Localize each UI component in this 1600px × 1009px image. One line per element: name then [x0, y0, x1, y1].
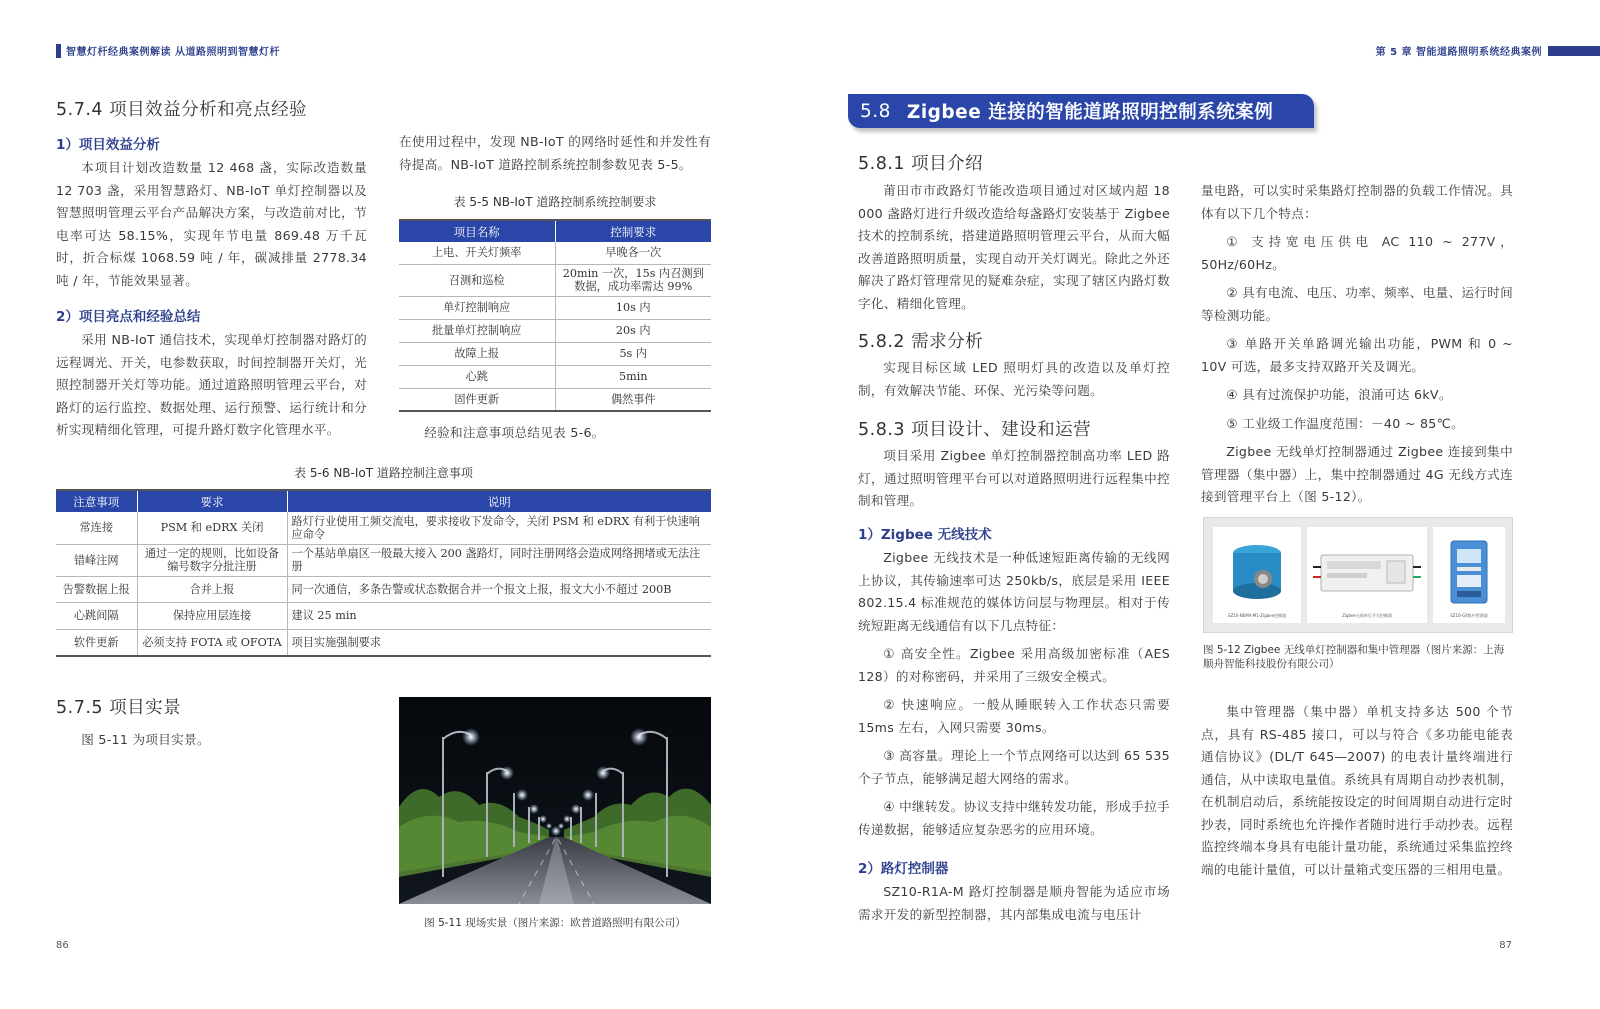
road-lighting-photo — [399, 697, 711, 904]
section-5-8-3-title: 5.8.3 项目设计、建设和运营 — [858, 420, 1092, 440]
table-cell: 通过一定的规则，比如设备编号数字分批注册 — [137, 544, 287, 576]
design-text: 项目采用 Zigbee 单灯控制器控制高功率 LED 路灯，通过照明管理平台可以对道路照明进行远程集中控制和管理。 — [858, 448, 1170, 508]
table-5-5-caption: 表 5-5 NB-IoT 道路控制系统控制要求 — [453, 195, 657, 209]
table-5-6-caption: 表 5-6 NB-IoT 道路控制注意事项 — [294, 466, 473, 480]
requirement-text: 实现目标区域 LED 照明灯具的改造以及单灯控制，有效解决节能、环保、光污染等问题。 — [858, 360, 1170, 398]
table-5-5 — [399, 219, 711, 412]
table-cell: 5s 内 — [555, 342, 711, 365]
table-row — [56, 629, 711, 656]
table-5-6-header: 要求 — [137, 490, 287, 512]
running-head-left — [56, 43, 280, 58]
table-row — [399, 264, 711, 296]
table-row — [399, 342, 711, 365]
table-cell: 建议 25 min — [287, 602, 711, 629]
table-cell: 早晚各一次 — [555, 242, 711, 264]
page-number-left: 86 — [56, 940, 69, 951]
controller-feature-item: ② 具有电流、电压、功率、频率、电量、运行时间等检测功能。 — [1201, 285, 1513, 323]
benefit-paragraph — [56, 157, 367, 292]
controller-paragraph — [858, 881, 1170, 926]
zigbee-connection-text: Zigbee 无线单灯控制器通过 Zigbee 连接到集中管理器（集中器）上，集中控制器通过 4G 无线方式连接到管理平台上（图 5-12）。 — [1201, 444, 1513, 504]
table-row — [399, 242, 711, 264]
table-row — [399, 319, 711, 342]
banner-title: Zigbee 连接的智能道路照明控制系统案例 — [906, 102, 1274, 123]
project-intro-text: 莆田市市政路灯节能改造项目通过对区域内超 18 000 盏路灯进行升级改造给每盏路灯安装基于 Zigbee 技术的控制系统，搭建道路照明管理云平台，从而大幅改善道路照明质量，实现自动开关灯调光。除此之外还解决了路灯管理常见的疑难杂症，实现了辖区内路灯数字化、精细化管理。 — [858, 183, 1170, 311]
project-intro-paragraph — [858, 180, 1170, 315]
table-row — [56, 576, 711, 602]
single-lamp-controller-icon — [1307, 527, 1427, 623]
table-cell: 心跳间隔 — [56, 602, 137, 629]
table-cell: 合并上报 — [137, 576, 287, 602]
table-cell: 软件更新 — [56, 629, 137, 656]
table-row — [56, 512, 711, 544]
figure-5-12-caption: 图 5-12 Zigbee 无线单灯控制器和集中管理器（图片来源：上海顺舟智能科技股份有限公司） — [1203, 644, 1505, 670]
page-number-right: 87 — [1499, 940, 1512, 951]
table-row — [399, 365, 711, 388]
table-cell: 项目实施强制要求 — [287, 629, 711, 656]
nbiot-intro-paragraph — [399, 131, 711, 176]
controller-feature-item: ④ 具有过流保护功能，浪涌可达 6kV。 — [1226, 387, 1452, 402]
section-5-7-4-title: 5.7.4 项目效益分析和亮点经验 — [56, 100, 308, 120]
section-5-8-2-title: 5.8.2 需求分析 — [858, 332, 984, 352]
running-head-text: 第 5 章 智能道路照明系统经典案例 — [1375, 47, 1542, 58]
device-single-lamp-controller — [1307, 527, 1427, 623]
highlights-paragraph — [56, 329, 367, 442]
table-row — [56, 602, 711, 629]
banner-number: 5.8 — [860, 100, 891, 122]
table-cell: 批量单灯控制响应 — [399, 319, 555, 342]
table-cell: 10s 内 — [555, 296, 711, 319]
road-night-image — [399, 697, 711, 904]
table-5-6 — [56, 489, 711, 657]
controller-feature-item: ⑤ 工业级工作温度范围：－40 ~ 85℃。 — [1226, 415, 1464, 431]
running-head-bar — [1548, 46, 1600, 56]
controller-text: SZ10-R1A-M 路灯控制器是顺舟智能为适应市场需求开发的新型控制器，其内部集成电流与电压计 — [858, 884, 1170, 922]
table-cell: 上电、开关灯频率 — [399, 242, 555, 264]
subsection-controller-title: 2）路灯控制器 — [858, 861, 949, 877]
zigbee-feature-item: ④ 中继转发。协议支持中继转发功能，形成手拉手传递数据，能够适应复杂恶劣的应用环境。 — [858, 799, 1170, 837]
table-cell: 5min — [555, 365, 711, 388]
scene-paragraph — [56, 729, 367, 752]
summary-note-text: 经验和注意事项总结见表 5-6。 — [424, 425, 605, 440]
table-cell: 告警数据上报 — [56, 576, 137, 602]
table-cell: 一个基站单扇区一般最大接入 200 盏路灯，同时注册网络会造成网络拥堵或无法注册 — [287, 544, 711, 576]
table-5-6-header: 注意事项 — [56, 490, 137, 512]
section-5-8-banner — [848, 94, 1314, 128]
device-label: SZ10-G4集中管理器 — [1450, 613, 1488, 618]
zigbee-feature-item: ② 快速响应。一般从睡眠转入工作状态只需要 15ms 左右，入网只需要 30ms。 — [858, 697, 1170, 735]
table-cell: 错峰注网 — [56, 544, 137, 576]
table-cell: 偶然事件 — [555, 388, 711, 411]
design-paragraph — [858, 445, 1170, 513]
table-cell: PSM 和 eDRX 关闭 — [137, 512, 287, 544]
subsection-highlights-title: 2）项目亮点和经验总结 — [56, 309, 201, 325]
table-cell: 同一次通信，多条告警或状态数据合并一个报文上报，报文大小不超过 200B — [287, 576, 711, 602]
table-cell: 召测和巡检 — [399, 264, 555, 296]
table-cell: 单灯控制响应 — [399, 296, 555, 319]
running-head-text: 智慧灯杆经典案例解读 从道路照明到智慧灯杆 — [66, 47, 280, 58]
controller-features-intro: 量电路，可以实时采集路灯控制器的负载工作情况。具体有以下几个特点： — [1201, 183, 1513, 221]
summary-note-paragraph — [399, 422, 711, 445]
highlights-text: 采用 NB-IoT 通信技术，实现单灯控制器对路灯的远程调光、开关，电参数获取，时间控制器开关灯，光照控制器开关灯等功能。通过道路照明管理云平台，对路灯的运行监控、数据处理、运行预警、运行统计和分析实现精细化管理，可提升路灯数字化管理水平。 — [56, 332, 367, 437]
nbiot-intro-text: 在使用过程中，发现 NB-IoT 的网络时延性和并发性有待提高。NB-IoT 道路控制系统控制参数见表 5-5。 — [399, 134, 711, 172]
device-label: SZ10-NEMA-M1-Zigbee控制器 — [1227, 613, 1287, 618]
table-5-5-header: 控制要求 — [555, 220, 711, 242]
concentrator-text: 集中管理器（集中器）单机支持多达 500 个节点，具有 RS-485 接口，可以与符合《多功能电能表通信协议》(DL/T 645—2007) 的电表计量终端进行通信，从中读取电量值。系统具有周期自动抄表机制，在机制启动后，系统能按设定的时间周期自动进行定时抄表，同时系统也允许操作者随时进行手动抄表。远程监控终端本身具有电能计量功能，系统通过采集监控终端的电能计量值，可以计量箱式变压器的三相用电量。 — [1201, 704, 1513, 877]
table-cell: 路灯行业使用工频交流电，要求接收下发命令，关闭 PSM 和 eDRX 有利于快速响应命令 — [287, 512, 711, 544]
figure-5-12-devices — [1203, 517, 1513, 633]
table-row — [399, 388, 711, 411]
section-5-7-5-title: 5.7.5 项目实景 — [56, 698, 182, 718]
table-cell: 必须支持 FOTA 或 OFOTA — [137, 629, 287, 656]
concentrator-icon — [1433, 527, 1505, 623]
device-concentrator — [1433, 527, 1505, 623]
controller-feature-item: ① 支持宽电压供电 AC 110 ~ 277V，50Hz/60Hz。 — [1201, 234, 1513, 272]
nema-controller-icon — [1213, 527, 1301, 623]
zigbee-paragraph — [858, 547, 1170, 841]
figure-5-11-caption: 图 5-11 现场实景（图片来源：欧普道路照明有限公司） — [424, 917, 686, 929]
running-head-bar — [56, 44, 61, 58]
zigbee-text: Zigbee 无线技术是一种低速短距离传输的无线网上协议，其传输速率可达 250kb/s，底层是采用 IEEE 802.15.4 标准规范的媒体访问层与物理层。相对于传统短距离无线通信有以下几点特征： — [858, 550, 1170, 633]
device-label: Zigbee无线单灯开关控制器 — [1342, 613, 1392, 618]
running-head-right — [1376, 43, 1600, 58]
table-cell: 20s 内 — [555, 319, 711, 342]
table-5-5-header: 项目名称 — [399, 220, 555, 242]
table-cell: 故障上报 — [399, 342, 555, 365]
table-cell: 心跳 — [399, 365, 555, 388]
table-5-6-header: 说明 — [287, 490, 711, 512]
controller-features-paragraph — [1201, 180, 1513, 509]
table-row — [56, 544, 711, 576]
table-cell: 20min 一次，15s 内召测到数据，成功率需达 99% — [555, 264, 711, 296]
controller-feature-item: ③ 单路开关单路调光输出功能，PWM 和 0 ~ 10V 可选，最多支持双路开关及调光。 — [1201, 336, 1513, 374]
subsection-zigbee-title: 1）Zigbee 无线技术 — [858, 527, 992, 543]
table-row — [399, 296, 711, 319]
concentrator-paragraph — [1201, 701, 1513, 881]
table-cell: 常连接 — [56, 512, 137, 544]
requirement-paragraph — [858, 357, 1170, 402]
zigbee-feature-item: ① 高安全性。Zigbee 采用高级加密标准（AES 128）的对称密码，并采用了三级安全模式。 — [858, 646, 1170, 684]
section-5-8-1-title: 5.8.1 项目介绍 — [858, 154, 984, 174]
zigbee-feature-item: ③ 高容量。理论上一个节点网络可以达到 65 535 个子节点，能够满足超大网络的需求。 — [858, 748, 1170, 786]
table-cell: 保持应用层连接 — [137, 602, 287, 629]
benefit-text: 本项目计划改造数量 12 468 盏，实际改造数量 12 703 盏，采用智慧路灯、NB-IoT 单灯控制器以及智慧照明管理云平台产品解决方案，与改造前对比，节电率可达 58.15%，实现年节电量 869.48 万千瓦时，折合标煤 1068.59 吨 / 年，碳减排量 2778.34 吨 / 年，节能效果显著。 — [56, 160, 367, 288]
device-nema-controller — [1213, 527, 1301, 623]
subsection-benefit-title: 1）项目效益分析 — [56, 137, 160, 153]
scene-text: 图 5-11 为项目实景。 — [81, 732, 210, 747]
table-cell: 固件更新 — [399, 388, 555, 411]
